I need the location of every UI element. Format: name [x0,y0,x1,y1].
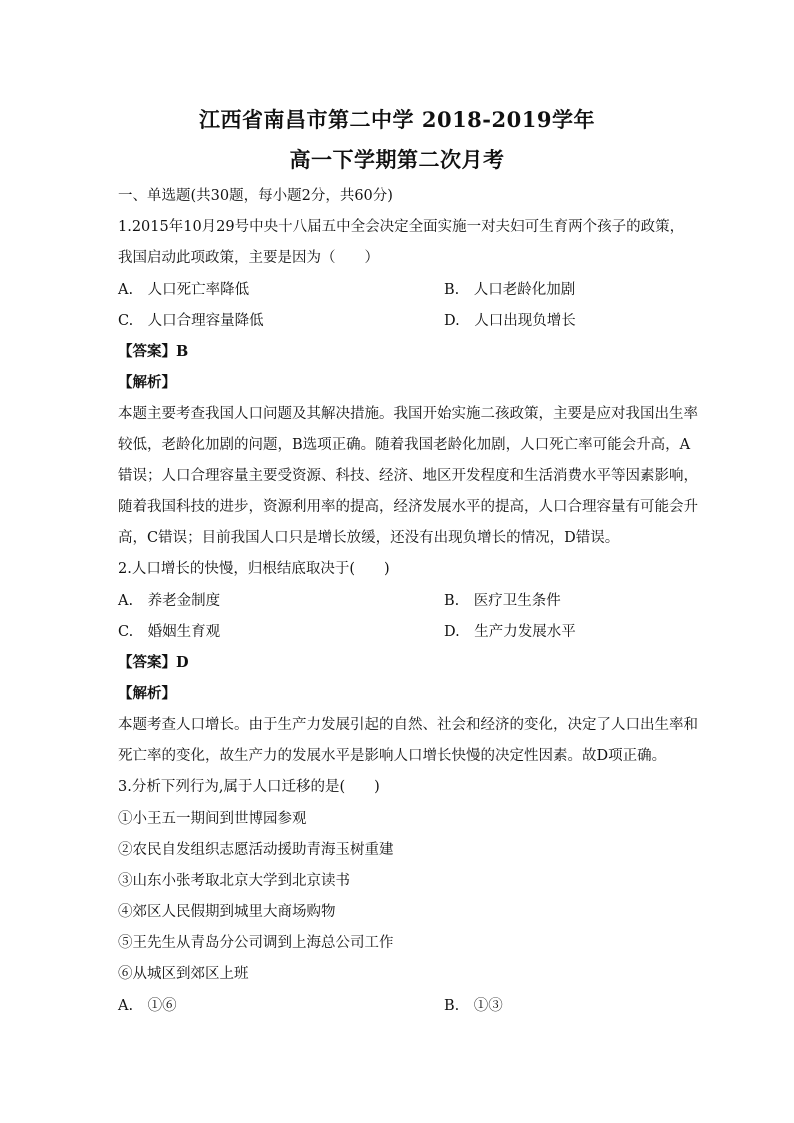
question-1-stem-line-1: 1.2015年10月29号中央十八届五中全会决定全面实施一对夫妇可生育两个孩子的政策， [118,219,685,235]
question-1-option-b: B. 人口老龄化加剧 [444,282,576,298]
document-title-line-1: 江西省南昌市第二中学 2018-2019学年 [199,107,595,132]
question-2-answer: 【答案】D [118,654,189,671]
question-1-option-a: A. 人口死亡率降低 [118,282,250,298]
question-3-item-1: ①小王五一期间到世博园参观 [118,811,307,827]
question-1-analysis-line-1: 本题主要考查我国人口问题及其解决措施。我国开始实施二孩政策，主要是应对我国出生率 [118,406,698,422]
question-1-analysis-line-4: 随着我国科技的进步，资源利用率的提高，经济发展水平的提高，人口合理容量有可能会升 [118,499,698,515]
question-3-item-6: ⑥从城区到郊区上班 [118,966,249,982]
question-1-analysis-line-5: 高，C错误；目前我国人口只是增长放缓，还没有出现负增长的情况，D错误。 [118,530,620,546]
question-2-option-b: B. 医疗卫生条件 [444,593,561,609]
question-2-analysis-line-1: 本题考查人口增长。由于生产力发展引起的自然、社会和经济的变化，决定了人口出生率和 [118,717,698,733]
question-2-option-a: A. 养老金制度 [118,593,221,609]
question-3-option-b: B. ①③ [444,998,503,1014]
question-1-analysis-label: 【解析】 [118,374,176,391]
question-3-item-5: ⑤王先生从青岛分公司调到上海总公司工作 [118,935,394,951]
question-2-stem: 2.人口增长的快慢，归根结底取决于( ) [118,561,390,577]
question-1-analysis-line-2: 较低，老龄化加剧的问题，B选项正确。随着我国老龄化加剧，人口死亡率可能会升高，A [118,437,691,453]
question-3-item-3: ③山东小张考取北京大学到北京读书 [118,873,350,889]
document-title-line-2: 高一下学期第二次月考 [289,147,505,172]
question-2-analysis-line-2: 死亡率的变化，故生产力的发展水平是影响人口增长快慢的决定性因素。故D项正确。 [118,748,667,764]
question-3-item-2: ②农民自发组织志愿活动援助青海玉树重建 [118,842,394,858]
question-1-analysis-line-3: 错误；人口合理容量主要受资源、科技、经济、地区开发程度和生活消费水平等因素影响， [118,468,698,484]
question-3-option-a: A. ①⑥ [118,998,177,1014]
question-1-option-d: D. 人口出现负增长 [444,313,576,329]
question-2-option-d: D. 生产力发展水平 [444,624,576,640]
question-1-stem-line-2: 我国启动此项政策，主要是因为（ ） [118,250,379,266]
question-1-option-c: C. 人口合理容量降低 [118,313,264,329]
question-3-stem: 3.分析下列行为,属于人口迁移的是( ) [118,779,380,795]
question-2-option-c: C. 婚姻生育观 [118,624,221,640]
section-heading: 一、单选题(共30题，每小题2分，共60分) [118,188,393,204]
question-3-item-4: ④郊区人民假期到城里大商场购物 [118,904,336,920]
question-2-analysis-label: 【解析】 [118,685,176,702]
question-1-answer: 【答案】B [118,343,189,360]
